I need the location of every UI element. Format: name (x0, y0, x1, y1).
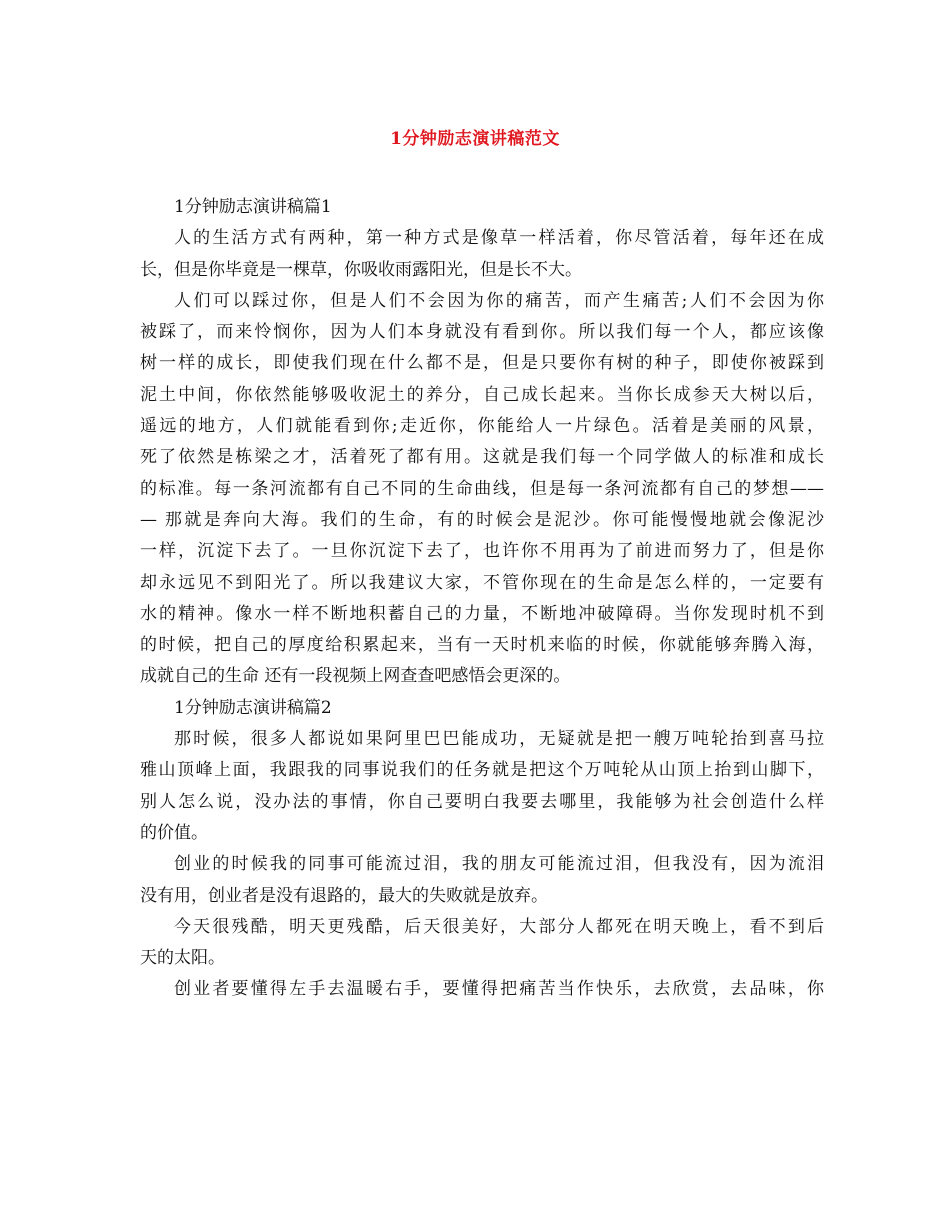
text-line: 人的生活方式有两种，第一种方式是像草一样活着，你尽管活着，每年还在成 (174, 228, 824, 249)
text-line: 水的精神。像水一样不断地积蓄自己的力量，不断地冲破障碍。当你发现时机不到 (140, 603, 824, 624)
text-line: 死了依然是栋梁之才，活着死了都有用。这就是我们每一个同学做人的标准和成长 (140, 447, 824, 468)
text-line: 的标准。每一条河流都有自己不同的生命曲线，但是每一条河流都有自己的梦想—— (140, 478, 824, 499)
text-line: 被踩了，而来怜悯你，因为人们本身就没有看到你。所以我们每一个人，都应该像 (140, 322, 824, 343)
text-line: 创业的时候我的同事可能流过泪，我的朋友可能流过泪，但我没有，因为流泪 (174, 854, 824, 875)
text-line: 长，但是你毕竟是一棵草，你吸收雨露阳光，但是长不大。 (140, 259, 582, 280)
text-line: 1分钟励志演讲稿篇1 (174, 197, 332, 217)
document-body (140, 192, 824, 1006)
text-line: 那时候，很多人都说如果阿里巴巴能成功，无疑就是把一艘万吨轮抬到喜马拉 (174, 729, 824, 750)
text-line: 遥远的地方，人们就能看到你;走近你，你能给人一片绿色。活着是美丽的风景， (140, 416, 824, 437)
text-line: — 那就是奔向大海。我们的生命，有的时候会是泥沙。你可能慢慢地就会像泥沙 (140, 509, 824, 530)
text-line: 1分钟励志演讲稿篇2 (174, 697, 332, 718)
text-line: 人们可以踩过你，但是人们不会因为你的痛苦，而产生痛苦;人们不会因为你 (174, 290, 824, 311)
text-line: 雅山顶峰上面，我跟我的同事说我们的任务就是把这个万吨轮从山顶上抬到山脚下， (140, 760, 824, 781)
text-line: 没有用，创业者是没有退路的，最大的失败就是放弃。 (140, 885, 548, 906)
text-line: 的时候，把自己的厚度给积累起来，当有一天时机来临的时候，你就能够奔腾入海， (140, 635, 824, 656)
text-line: 别人怎么说，没办法的事情，你自己要明白我要去哪里，我能够为社会创造什么样 (140, 791, 824, 812)
text-line: 泥土中间，你依然能够吸收泥土的养分，自己成长起来。当你长成参天大树以后， (140, 384, 824, 405)
text-line: 却永远见不到阳光了。所以我建议大家，不管你现在的生命是怎么样的，一定要有 (140, 572, 824, 593)
text-line: 创业者要懂得左手去温暖右手，要懂得把痛苦当作快乐，去欣赏，去品味，你 (174, 979, 824, 1000)
text-line: 今天很残酷，明天更残酷，后天很美好，大部分人都死在明天晚上，看不到后 (174, 916, 824, 937)
text-line: 天的太阳。 (140, 948, 225, 969)
text-line: 一样，沉淀下去了。一旦你沉淀下去了，也许你不用再为了前进而努力了，但是你 (140, 541, 824, 562)
text-line: 成就自己的生命 还有一段视频上网查查吧感悟会更深的。 (140, 666, 571, 687)
document-title: 1分钟励志演讲稿范文 (390, 129, 560, 149)
text-line: 树一样的成长，即使我们现在什么都不是，但是只要你有树的种子，即使你被踩到 (140, 353, 824, 374)
text-line: 的价值。 (140, 822, 208, 843)
